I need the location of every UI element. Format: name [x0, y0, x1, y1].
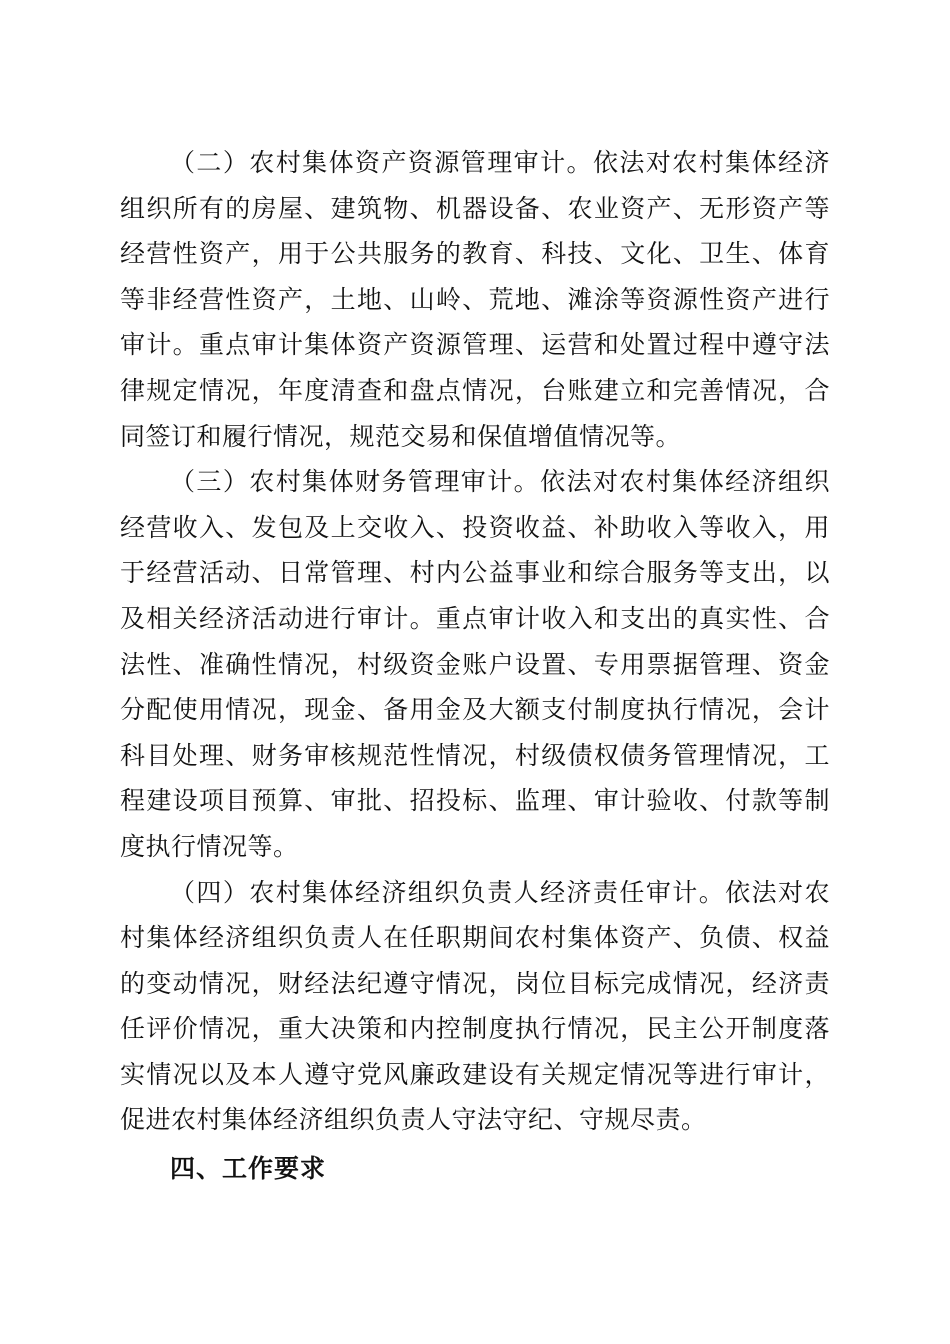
paragraph-asset-resource-audit: （二）农村集体资产资源管理审计。依法对农村集体经济组织所有的房屋、建筑物、机器设备、农业资产、无形资产等经营性资产，用于公共服务的教育、科技、文化、卫生、体育等非经营性资产，土地、山岭、荒地、滩涂等资源性资产进行审计。重点审计集体资产资源管理、运营和处置过程中遵守法律规定情况，年度清查和盘点情况，台账建立和完善情况，合同签订和履行情况，规范交易和保值增值情况等。 — [120, 148, 830, 451]
paragraph-economic-responsibility-audit: （四）农村集体经济组织负责人经济责任审计。依法对农村集体经济组织负责人在任职期间农村集体资产、负债、权益的变动情况，财经法纪遵守情况，岗位目标完成情况，经济责任评价情况，重大决策和内控制度执行情况，民主公开制度落实情况以及本人遵守党风廉政建设有关规定情况等进行审计，促进农村集体经济组织负责人守法守纪、守规尽责。 — [120, 877, 830, 1135]
paragraph-financial-management-audit: （三）农村集体财务管理审计。依法对农村集体经济组织经营收入、发包及上交收入、投资收益、补助收入等收入，用于经营活动、日常管理、村内公益事业和综合服务等支出，以及相关经济活动进行审计。重点审计收入和支出的真实性、合法性、准确性情况，村级资金账户设置、专用票据管理、资金分配使用情况，现金、备用金及大额支付制度执行情况，会计科目处理、财务审核规范性情况，村级债权债务管理情况，工程建设项目预算、审批、招投标、监理、审计验收、付款等制度执行情况等。 — [120, 467, 830, 861]
section-heading-work-requirements: 四、工作要求 — [170, 1154, 327, 1184]
document-body — [120, 140, 830, 1195]
